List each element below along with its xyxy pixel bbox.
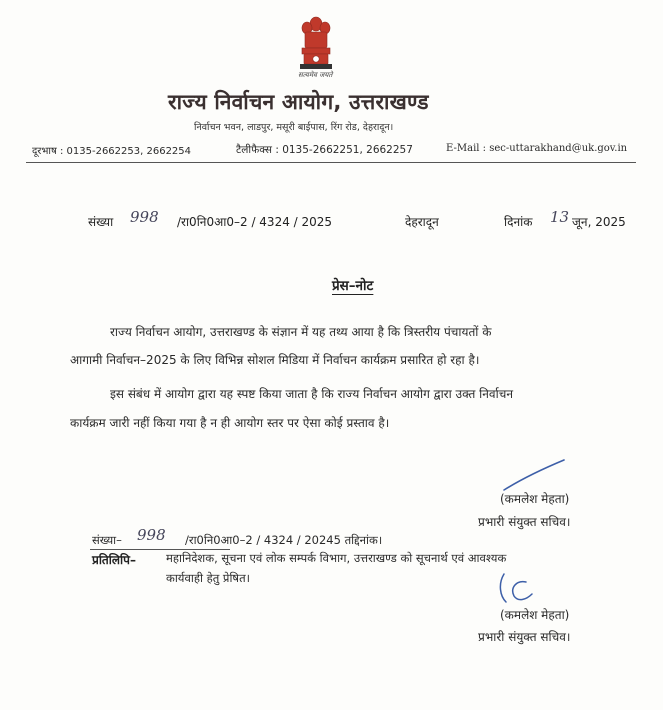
copy-to-line-1: महानिदेशक, सूचना एवं लोक सम्पर्क विभाग, उत्तराखण्ड को सूचनार्थ एवं आवश्यक bbox=[166, 551, 507, 565]
paragraph-2-line-2: कार्यक्रम जारी नहीं किया गया है न ही आयोग स्तर पर ऐसा कोई प्रस्ताव है। bbox=[70, 416, 390, 430]
copy-to-line-2: कार्यवाही हेतु प्रेषित। bbox=[166, 571, 250, 585]
letterhead-divider bbox=[26, 162, 636, 163]
paragraph-1-line-1: राज्य निर्वाचन आयोग, उत्तराखण्ड के संज्ञान में यह तथ्य आया है कि त्रिस्तरीय पंचायतों के bbox=[110, 325, 492, 339]
reference-code: /रा0नि0आ0–2 / 4324 / 2025 bbox=[177, 215, 333, 229]
email-address: E-Mail : sec-uttarakhand@uk.gov.in bbox=[446, 143, 628, 154]
copy-to-label: प्रतिलिपि– bbox=[92, 553, 136, 567]
reference-place: देहरादून bbox=[405, 215, 439, 229]
date-month-year: जून, 2025 bbox=[572, 215, 626, 229]
reference-handwritten-number: 998 bbox=[130, 208, 159, 226]
paragraph-2-line-1: इस संबंध में आयोग द्वारा यह स्पष्ट किया जाता है कि राज्य निर्वाचन आयोग द्वारा उक्त निर्वाचन bbox=[110, 387, 513, 401]
phone-numbers: दूरभाष : 0135-2662253, 2662254 bbox=[32, 146, 192, 157]
state-emblem-icon bbox=[296, 14, 336, 70]
press-note-heading: प्रेस–नोट bbox=[332, 278, 374, 294]
organization-address: निर्वाचन भवन, लाडपुर, मसूरी बाईपास, रिंग रोड, देहरादून। bbox=[194, 122, 394, 133]
date-handwritten-day: 13 bbox=[550, 208, 570, 226]
organization-title: राज्य निर्वाचन आयोग, उत्तराखण्ड bbox=[168, 90, 429, 114]
copy-reference-label: संख्या– bbox=[92, 533, 122, 547]
emblem-motto: सत्यमेव जयते bbox=[298, 71, 333, 79]
signature-2-name: (कमलेश मेहता) bbox=[500, 608, 570, 622]
signature-1-designation: प्रभारी संयुक्त सचिव। bbox=[478, 515, 571, 529]
reference-label: संख्या bbox=[88, 215, 114, 229]
signature-1-name: (कमलेश मेहता) bbox=[500, 492, 570, 506]
paragraph-1-line-2: आगामी निर्वाचन–2025 के लिए विभिन्न सोशल मिडिया में निर्वाचन कार्यक्रम प्रसारित हो रहा है। bbox=[70, 353, 480, 367]
telefax-numbers: टैलीफैक्स : 0135-2662251, 2662257 bbox=[236, 144, 413, 156]
signature-2-designation: प्रभारी संयुक्त सचिव। bbox=[478, 630, 571, 644]
copy-reference-underline bbox=[90, 549, 230, 550]
date-label: दिनांक bbox=[504, 215, 533, 229]
copy-reference-code: /रा0नि0आ0–2 / 4324 / 20245 तद्दिनांक। bbox=[185, 533, 383, 547]
copy-reference-handwritten-number: 998 bbox=[137, 526, 166, 544]
